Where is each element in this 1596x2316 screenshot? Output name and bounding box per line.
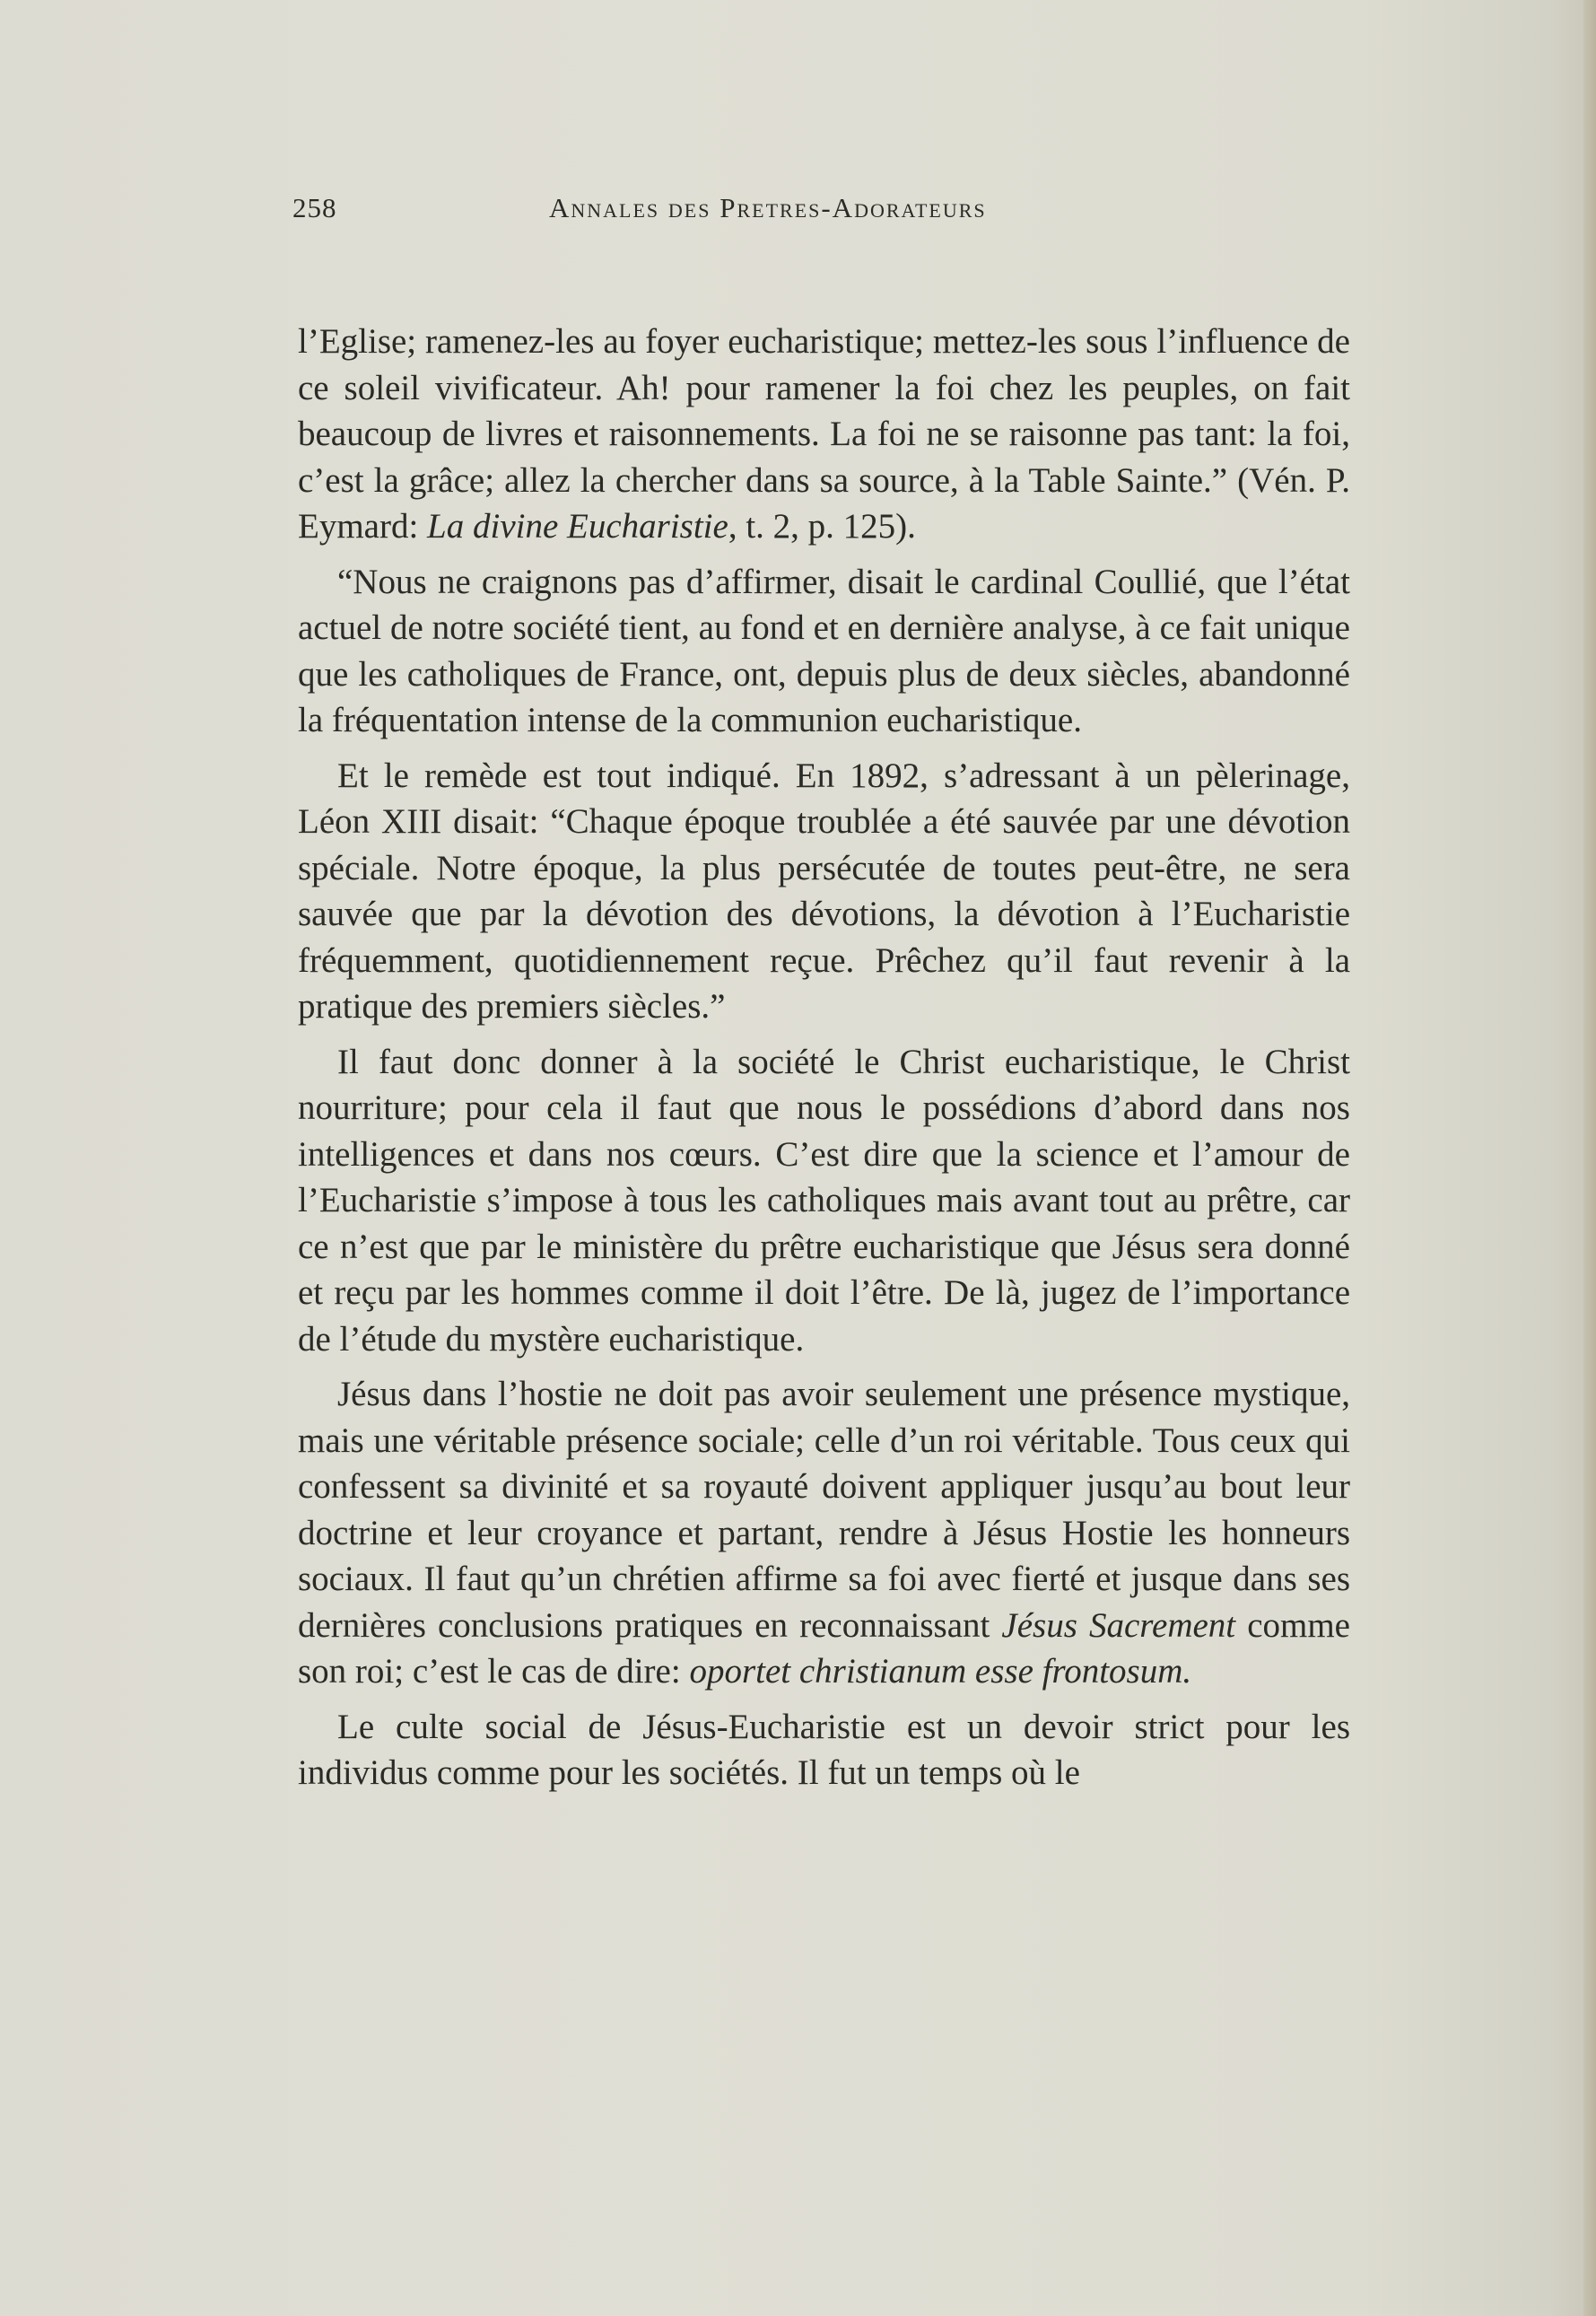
paragraph xyxy=(298,1039,1350,1363)
body-text xyxy=(298,319,1350,1805)
text-segment: “Nous ne craignons pas d’affirmer, disait le cardinal Coullié, que l’état actuel de notre société tient, au fond et en dernière analyse, à ce fait unique que les catholiques de France, ont, depuis plus de deux siècles, abandonné la fréquentation intense de la communion eucharistique. xyxy=(298,562,1350,739)
page-edge-shadow xyxy=(1583,0,1596,2316)
text-segment: comme son roi; c’est le cas de dire: xyxy=(298,1605,1350,1691)
running-title: Annales des Pretres-Adorateurs xyxy=(549,192,987,223)
text-segment: Jésus dans l’hostie ne doit pas avoir seulement une présence mystique, mais une véritable présence sociale; celle d’un roi véritable. Tous ceux qui confessent sa divinité et sa royauté doivent appliquer jusqu’au bout leur doctrine et leur croyance et partant, rendre à Jésus Hostie les honneurs sociaux. Il faut qu’un chrétien affirme sa foi avec fierté et jusque dans ses dernières conclusions pratiques en reconnaissant xyxy=(298,1375,1350,1645)
text-segment: l’Eglise; ramenez-les au foyer eucharistique; mettez-les sous l’influence de ce soleil vivificateur. Ah! pour ramener la foi chez les peuples, on fait beaucoup de livres et raisonnements. La foi ne se raisonne pas tant: la foi, c’est la grâce; allez la chercher dans sa source, à la Table Sainte.” (Vén. P. Eymard: xyxy=(298,322,1350,546)
italic-text: Jésus Sacrement xyxy=(1001,1605,1236,1645)
paragraph xyxy=(298,1704,1350,1796)
text-segment: Le culte social de Jésus-Eucharistie est un devoir strict pour les individus comme pour les sociétés. Il fut un temps où le xyxy=(298,1707,1350,1792)
paragraph xyxy=(298,753,1350,1030)
text-segment: Et le remède est tout indiqué. En 1892, s’adressant à un pèlerinage, Léon XIII disait: “Chaque époque troublée a été sauvée par une dévotion spéciale. Notre époque, la plus persécutée de toutes peut-être, ne sera sauvée que par la dévotion des dévotions, la dévotion à l’Eucharistie fréquemment, quotidiennement reçue. Prêchez qu’il faut revenir à la pratique des premiers siècles.” xyxy=(298,756,1350,1026)
paragraph xyxy=(298,1371,1350,1695)
italic-text: La divine Eucharistie xyxy=(427,507,728,546)
page-number: 258 xyxy=(292,192,337,223)
text-segment: Il faut donc donner à la société le Christ eucharistique, le Christ nourriture; pour cela il faut que nous le possédions d’abord dans nos intelligences et dans nos cœurs. C’est dire que la science et l’amour de l’Eucharistie s’impose à tous les catholiques mais avant tout au prêtre, car ce n’est que par le ministère du prêtre eucharistique que Jésus sera donné et reçu par les hommes comme il doit l’être. De là, jugez de l’importance de l’étude du mystère eucharistique. xyxy=(298,1042,1350,1359)
running-header xyxy=(292,192,1078,232)
text-segment: , t. 2, p. 125). xyxy=(728,507,916,546)
italic-text: oportet christianum esse frontosum. xyxy=(689,1652,1192,1691)
paragraph xyxy=(298,559,1350,744)
paragraph xyxy=(298,319,1350,550)
